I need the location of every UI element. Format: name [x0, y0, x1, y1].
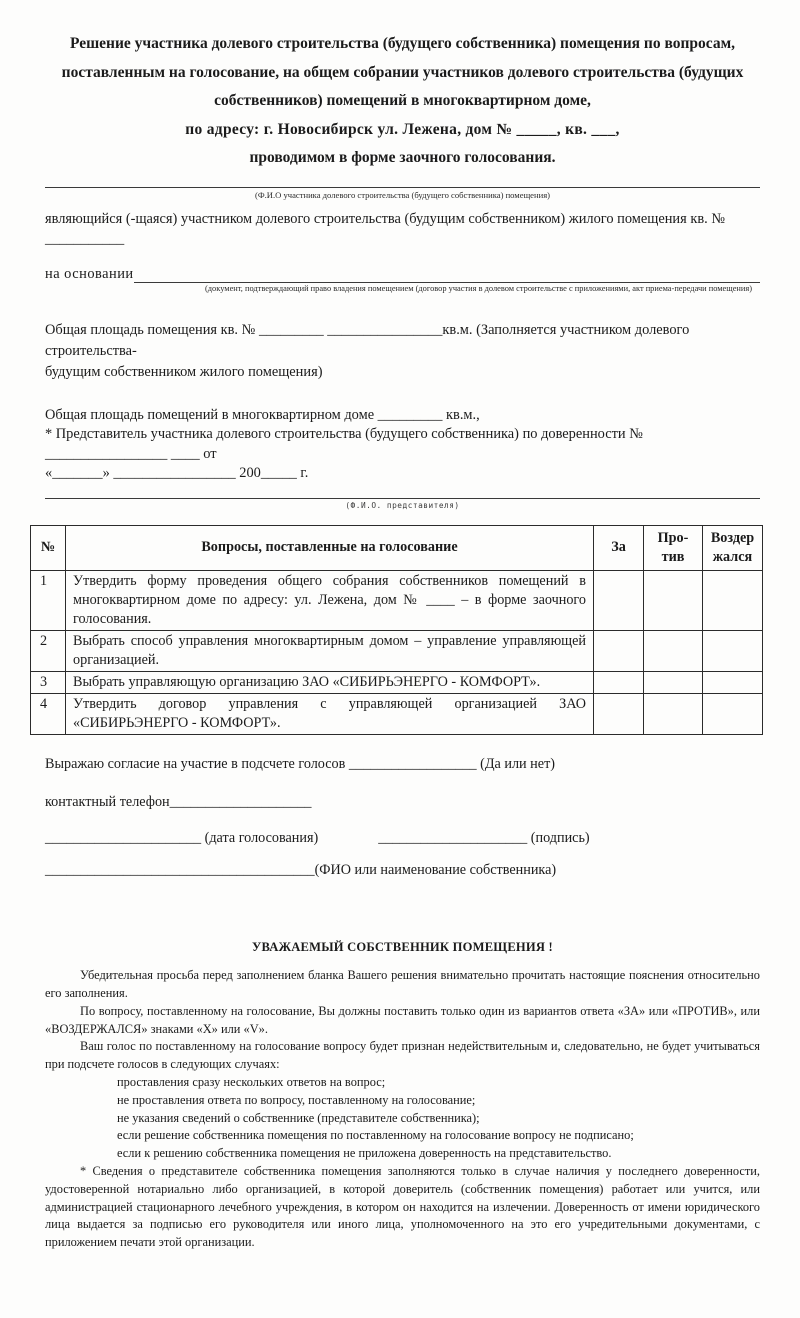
col-header-for: За	[594, 525, 644, 570]
voting-date-field	[45, 830, 318, 847]
invalid-case-item: не указания сведений о собственнике (представителе собственника);	[117, 1110, 480, 1125]
vote-cell-against	[644, 630, 703, 671]
area-line-2: будущим собственником жилого помещения)	[45, 363, 323, 380]
col-header-number: №	[31, 525, 66, 570]
table-row	[31, 671, 763, 693]
title-line-5: проводимом в форме заочного голосования.	[249, 149, 556, 166]
representative-fio-blank-line	[45, 497, 760, 499]
house-area-block	[45, 406, 760, 484]
col-header-abstain: Воздер жался	[703, 525, 763, 570]
count-consent-line: Выражаю согласие на участие в подсчете голосов __________________ (Да или нет)	[45, 755, 556, 772]
owner-name-field	[45, 862, 760, 879]
voting-table	[30, 525, 763, 735]
owner-fio-blank-line	[45, 186, 760, 188]
question-text: Утвердить договор управления с управляющей организацией ЗАО «СИБИРЬЭНЕРГО - КОМФОРТ».	[66, 693, 594, 734]
signature-caption: (подпись)	[530, 829, 590, 846]
vote-cell-abstain	[703, 570, 763, 630]
instructions-paragraph-4: * Сведения о представителе собственника помещения заполняются только в случае наличия у последнего доверенности, удостоверенной нотариально либо организацией, в которой доверитель (собственник помещения) работает или учится, или администрацией стационарного лечебного учреждения, в котором он находится на излечении. Доверенность от имени юридического лица выдается за подписью его руководителя или иного лица, уполномоченного на это его учредительными документами, с приложением печати этой организации.	[45, 1164, 760, 1250]
question-number: 4	[31, 693, 66, 734]
title-line-2: поставленным на голосование, на общем собрании участников долевого строительства (будущих	[61, 63, 744, 81]
participant-line: являющийся (-щаяся) участником долевого строительства (будущим собственником) жилого помещения кв. № ___________	[45, 210, 726, 247]
invalid-cases-list	[45, 1074, 760, 1163]
signature-blank: _____________________	[378, 829, 528, 846]
owner-name-caption: (ФИО или наименование собственника)	[314, 861, 557, 878]
question-number: 3	[31, 671, 66, 693]
signature-field	[378, 830, 589, 847]
vote-cell-for	[594, 671, 644, 693]
table-row	[31, 693, 763, 734]
area-line-1: Общая площадь помещения кв. № _________ ________________кв.м. (Заполняется участником долевого строительства-	[45, 321, 690, 359]
representative-fio-field	[45, 497, 760, 510]
representative-date-line: «_______» _________________ 200_____ г.	[45, 465, 309, 481]
invalid-case-item: если решение собственника помещения по поставленному на голосование вопросу не подписано;	[117, 1128, 634, 1143]
question-number: 2	[31, 630, 66, 671]
owner-name-blank: ______________________________________	[45, 861, 315, 878]
vote-cell-abstain	[703, 693, 763, 734]
owner-fio-field	[45, 186, 760, 200]
vote-cell-for	[594, 570, 644, 630]
consent-section	[45, 756, 760, 879]
invalid-case-item: не проставления ответа по вопросу, поставленному на голосование;	[117, 1092, 476, 1107]
invalid-case-item: проставления сразу нескольких ответов на вопрос;	[117, 1075, 386, 1090]
vote-cell-against	[644, 671, 703, 693]
instructions-paragraph-3: Ваш голос по поставленному на голосование вопросу будет признан недействительным и, следовательно, не будет учитываться при подсчете голосов в следующих случаях:	[45, 1039, 760, 1072]
date-signature-row	[45, 830, 760, 847]
table-row	[31, 630, 763, 671]
vote-cell-against	[644, 570, 703, 630]
voting-date-caption: (дата голосования)	[204, 829, 319, 846]
col-header-against: Про- тив	[644, 525, 703, 570]
document-title	[45, 30, 760, 173]
invalid-case-item: если к решению собственника помещения не приложена доверенность на представительство.	[117, 1146, 612, 1161]
basis-caption: (документ, подтверждающий право владения помещением (договор участия в долевом строительстве с приложениями, акт приема-передачи помещения)	[205, 283, 753, 293]
question-text: Выбрать управляющую организацию ЗАО «СИБИРЬЭНЕРГО - КОМФОРТ».	[66, 671, 594, 693]
area-block	[45, 320, 760, 383]
instructions-header: УВАЖАЕМЫЙ СОБСТВЕННИК ПОМЕЩЕНИЯ !	[252, 939, 553, 954]
voting-date-blank: ______________________	[45, 829, 202, 846]
house-area-line: Общая площадь помещений в многоквартирном доме _________ кв.м.,	[45, 406, 480, 423]
representative-line: * Представитель участника долевого строительства (будущего собственника) по доверенности № _________________ ____ от	[45, 426, 643, 462]
instructions-section	[45, 939, 760, 1253]
contact-phone-line: контактный телефон____________________	[45, 793, 312, 810]
table-header-row	[31, 525, 763, 570]
title-line-4: по адресу: г. Новосибирск ул. Лежена, дом № _____, кв. ___,	[185, 120, 620, 138]
basis-blank-line	[134, 268, 760, 283]
vote-cell-abstain	[703, 630, 763, 671]
vote-cell-abstain	[703, 671, 763, 693]
question-number: 1	[31, 570, 66, 630]
question-text: Выбрать способ управления многоквартирным домом – управление управляющей организацией.	[66, 630, 594, 671]
vote-cell-for	[594, 693, 644, 734]
basis-label: на основании	[45, 265, 134, 282]
basis-field	[45, 266, 760, 283]
vote-cell-against	[644, 693, 703, 734]
title-line-3: собственников) помещений в многоквартирном доме,	[214, 92, 591, 109]
instructions-paragraph-2: По вопросу, поставленному на голосование, Вы должны поставить только один из вариантов ответа «ЗА» или «ПРОТИВ», или «ВОЗДЕРЖАЛСЯ» знаками «Х» или «V».	[45, 1003, 760, 1036]
col-header-question: Вопросы, поставленные на голосование	[66, 525, 594, 570]
representative-fio-caption: (Ф.И.О. представителя)	[345, 500, 460, 510]
instructions-paragraph-1: Убедительная просьба перед заполнением бланка Вашего решения внимательно прочитать настоящие пояснения относительно его заполнения.	[45, 968, 760, 1001]
vote-cell-for	[594, 630, 644, 671]
owner-fio-caption: (Ф.И.О участника долевого строительства (будущего собственника) помещения)	[254, 189, 551, 200]
title-line-1: Решение участника долевого строительства (будущего собственника) помещения по вопросам,	[69, 35, 736, 52]
table-row	[31, 570, 763, 630]
question-text: Утвердить форму проведения общего собрания собственников помещений в многоквартирном доме по адресу: ул. Лежена, дом № ____ – в форме заочного голосования.	[66, 570, 594, 630]
